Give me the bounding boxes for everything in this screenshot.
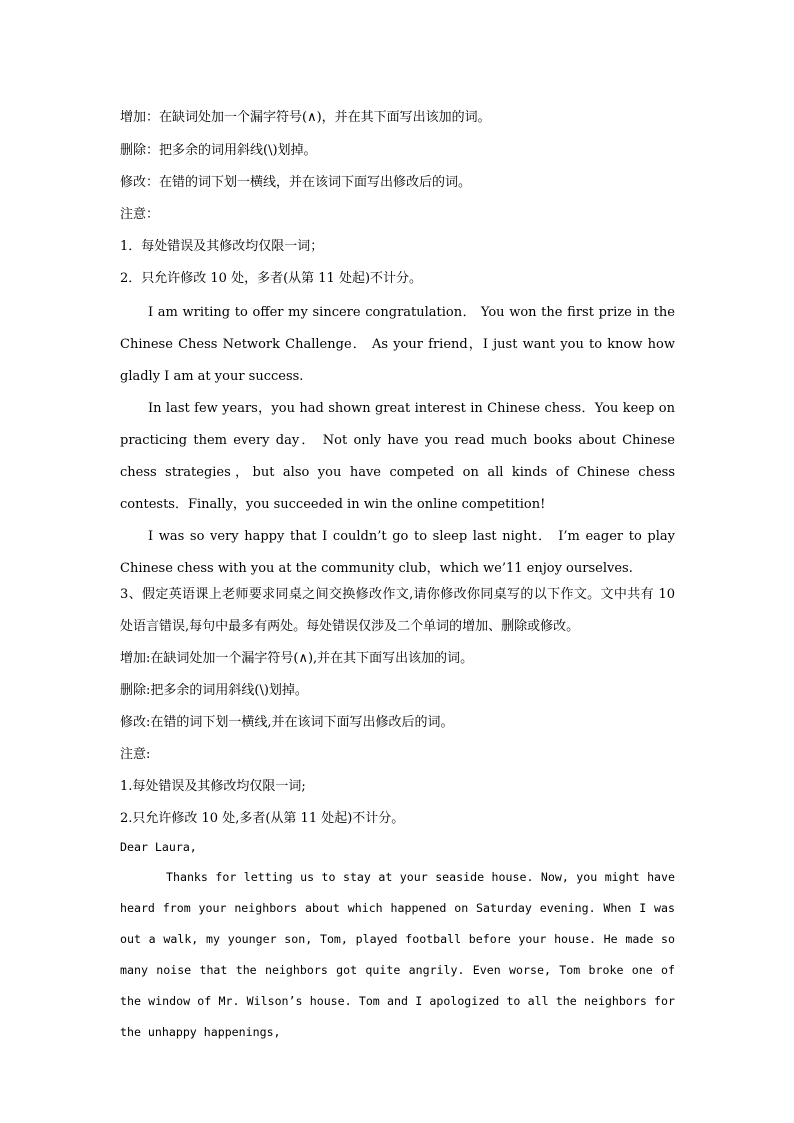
exercise-3-intro: 3、假定英语课上老师要求同桌之间交换修改作文,请你修改你同桌写的以下作文。文中共有 10 处语言错误,每句中最多有两处。每处错误仅涉及二个单词的增加、删除或修改。 [120, 587, 675, 634]
instruction-add-2: 增加:在缺词处加一个漏字符号(∧),并在其下面写出该加的词。 [120, 651, 474, 666]
instruction-delete: 删除：把多余的词用斜线(\)划掉。 [120, 143, 317, 158]
instruction-modify: 修改：在错的词下划一横线，并在该词下面写出修改后的词。 [120, 175, 472, 190]
letter2-greeting: Dear Laura, [120, 840, 197, 854]
letter1-paragraph-3: I was so very happy that I couldn’t go to sleep last night． I’m eager to play Chinese chess with you at the community club，which we’11 enjoy ourselves. [120, 529, 675, 576]
note-rule-1-2: 1.每处错误及其修改均仅限一词; [120, 779, 306, 794]
instruction-delete-2: 删除:把多余的词用斜线(\)划掉。 [120, 683, 308, 698]
note-heading: 注意： [120, 207, 160, 222]
letter2-paragraph-1: Thanks for letting us to stay at your seaside house. Now, you might have heard from your neighbors about which happened on Saturday evening. When I was out a walk, my younger son, Tom, played football before your house. He made so many noise that the neighbors got quite angrily. Even worse, Tom broke one of the window of Mr. Wilson’s house. Tom and I apologized to all the neighbors for the unhappy happenings, [120, 870, 675, 1039]
note-rule-2: 2．只允许修改 10 处，多者(从第 11 处起)不计分。 [120, 271, 423, 286]
note-rule-1: 1．每处错误及其修改均仅限一词； [120, 239, 324, 254]
letter1-paragraph-1: I am writing to offer my sincere congratulation． You won the first prize in the Chinese Chess Network Challenge． As your friend，I just want you to know how gladly I am at your success. [120, 305, 675, 384]
letter1-paragraph-2: In last few years，you had shown great interest in Chinese chess．You keep on practicing them every day． Not only have you read much books about Chinese chess strategies，but also you have competed on all kinds of Chinese chess contests．Finally，you succeeded in win the online competition! [120, 401, 675, 512]
note-rule-2-2: 2.只允许修改 10 处,多者(从第 11 处起)不计分。 [120, 811, 405, 826]
note-heading-2: 注意: [120, 747, 151, 762]
instruction-modify-2: 修改:在错的词下划一横线,并在该词下面写出修改后的词。 [120, 715, 454, 730]
instruction-add: 增加：在缺词处加一个漏字符号(∧)，并在其下面写出该加的词。 [120, 110, 491, 125]
